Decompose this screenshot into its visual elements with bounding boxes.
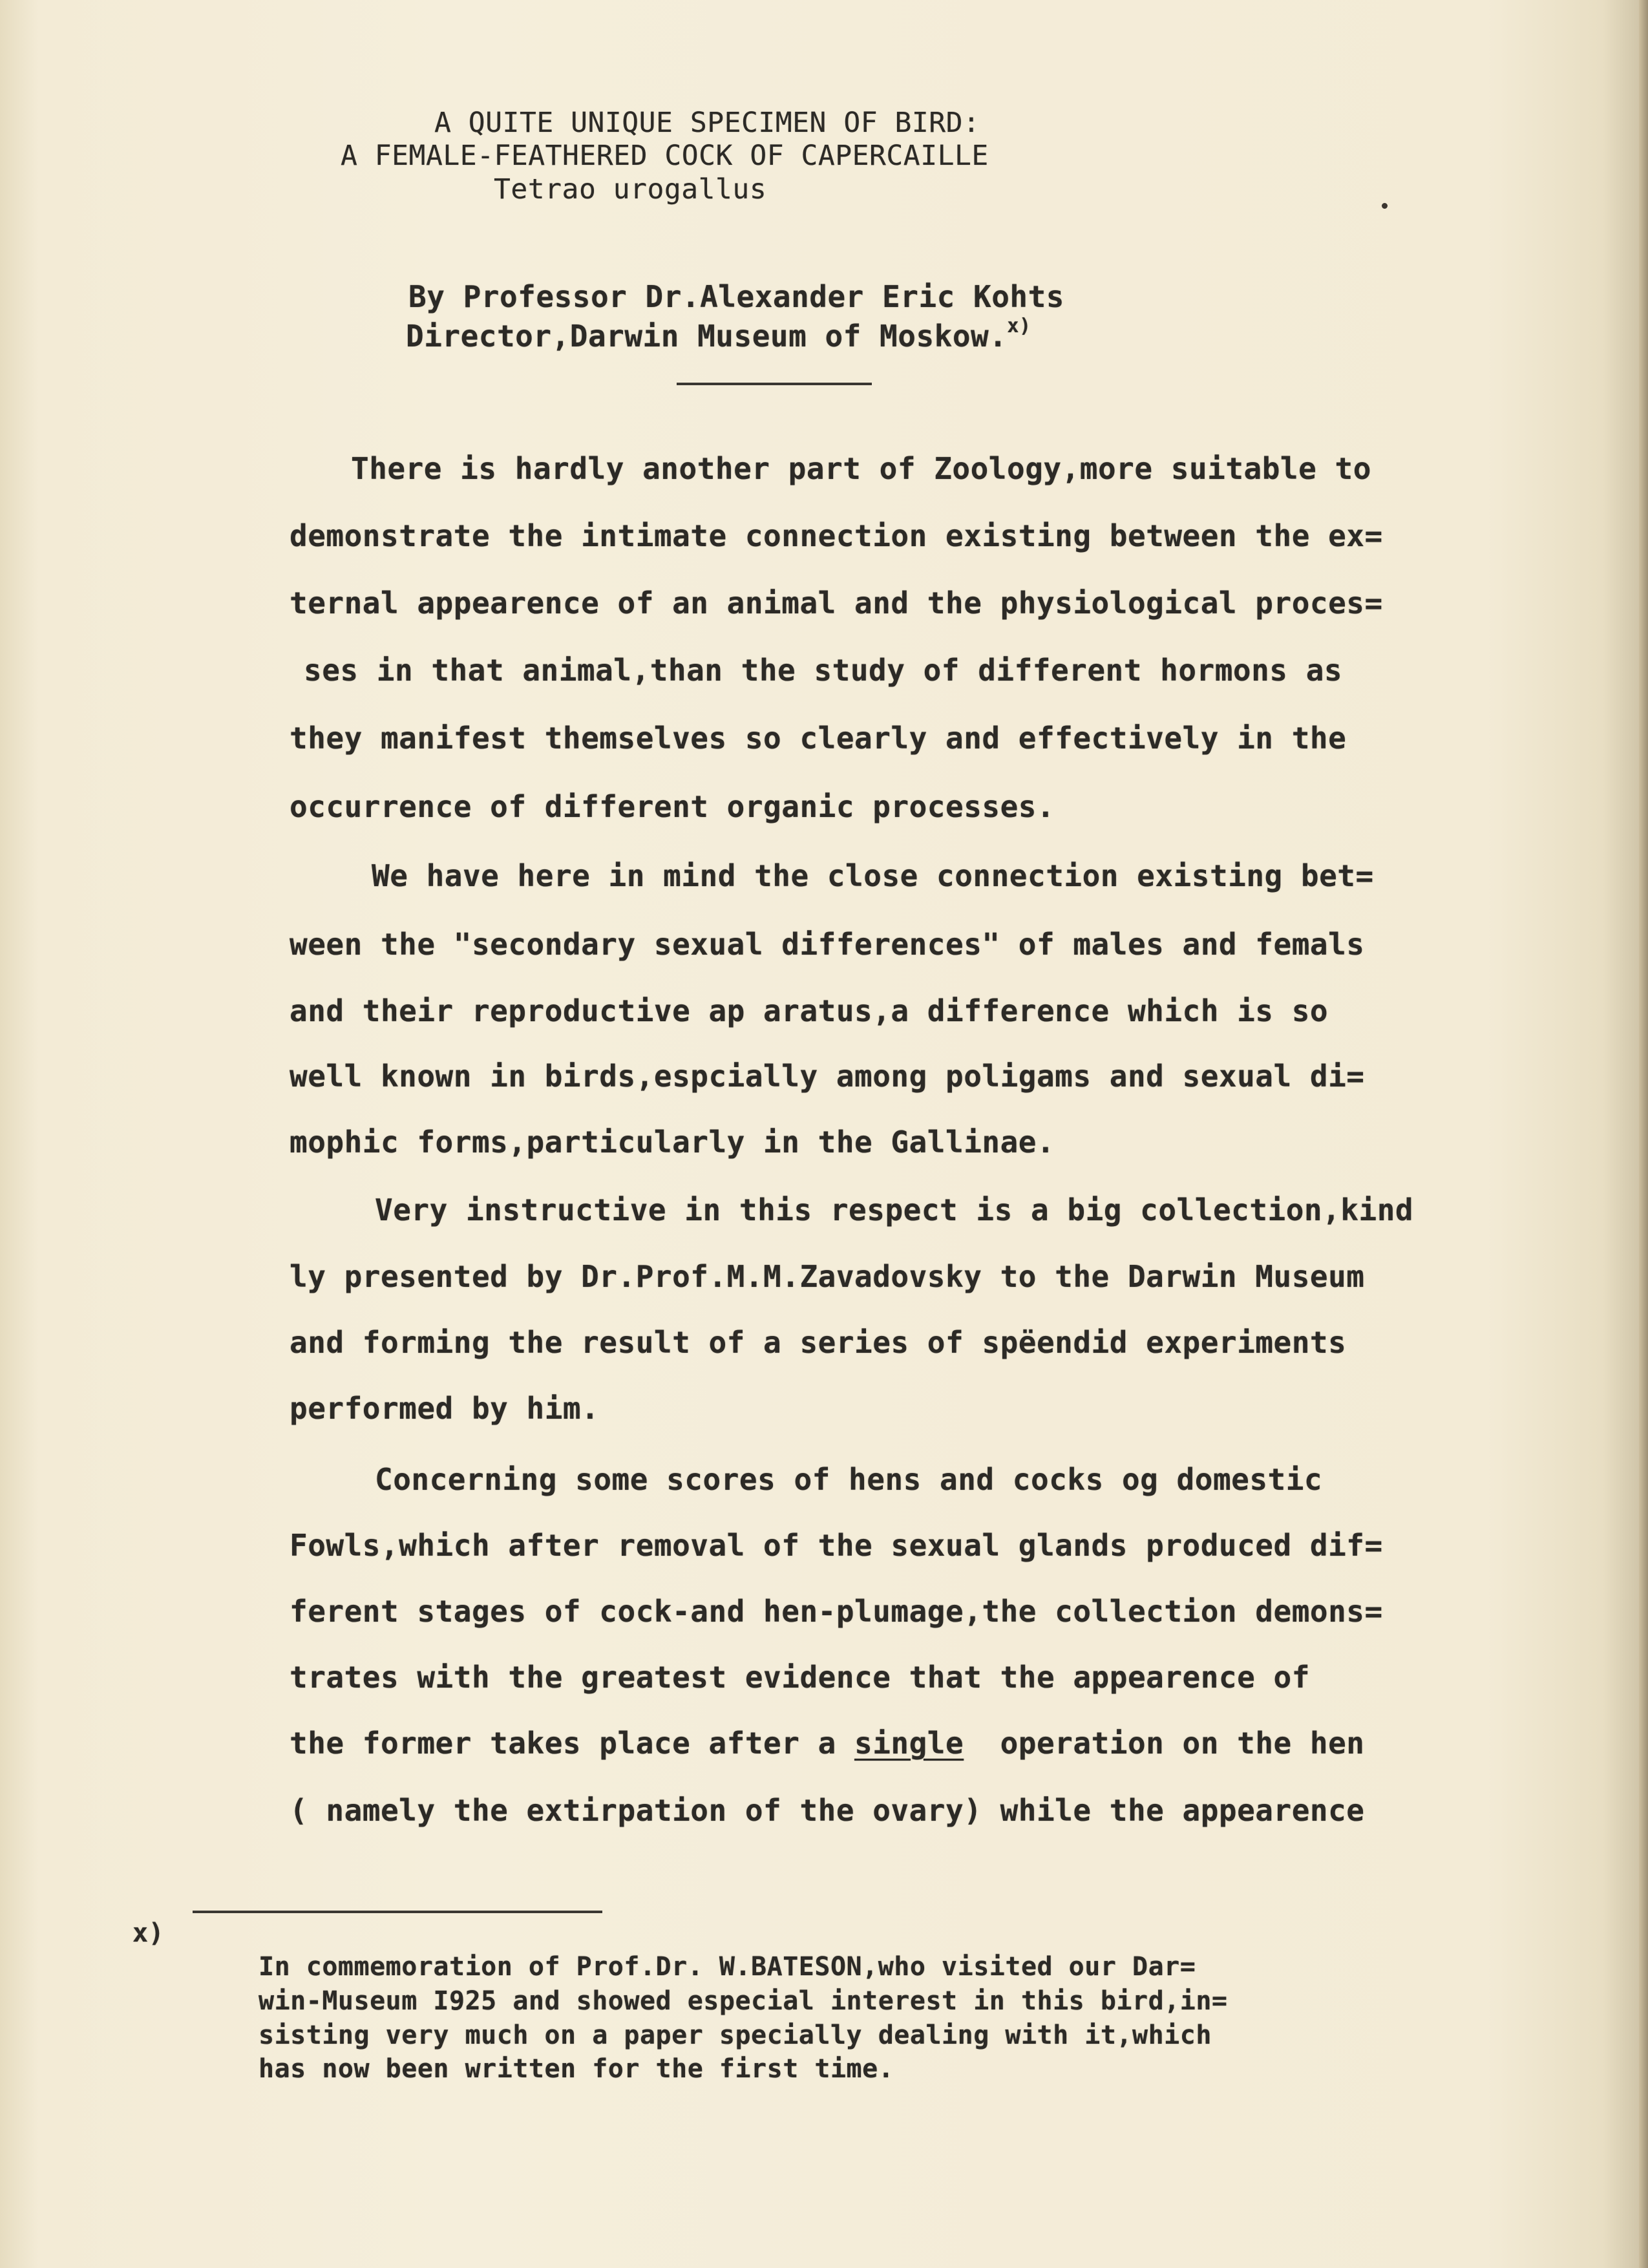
body-line-9: and their reproductive ap aratus,a difference which is so xyxy=(290,993,1329,1028)
title-line-1: A QUITE UNIQUE SPECIMEN OF BIRD: xyxy=(434,107,980,139)
body-line-19: trates with the greatest evidence that the appearence of xyxy=(290,1660,1310,1695)
body-line-11: mophic forms,particularly in the Gallinae. xyxy=(290,1125,1055,1160)
footnote-line-1: In commemoration of Prof.Dr. W.BATESON,who visited our Dar= xyxy=(259,1952,1196,1982)
body-line-3: ternal appearence of an animal and the physiological proces= xyxy=(290,586,1383,620)
body-line-14: and forming the result of a series of spëendid experiments xyxy=(290,1325,1347,1360)
ink-speck xyxy=(1382,203,1388,209)
affiliation-line xyxy=(406,315,1031,354)
body-line-20 xyxy=(290,1726,1364,1761)
body-line-17: Fowls,which after removal of the sexual glands produced dif= xyxy=(290,1528,1383,1563)
footnote-divider xyxy=(193,1911,602,1913)
title-line-2: A FEMALE-FEATHERED COCK OF CAPERCAILLE xyxy=(341,140,989,172)
title-divider xyxy=(677,383,872,385)
body-line-21: ( namely the extirpation of the ovary) while the appearence xyxy=(290,1793,1365,1828)
body-line-20-end: operation on the hen xyxy=(964,1726,1365,1761)
body-line-16: Concerning some scores of hens and cocks og domestic xyxy=(375,1462,1323,1497)
footnote-marker: x) xyxy=(132,1918,165,1948)
footnote-line-4: has now been written for the first time. xyxy=(259,2054,894,2084)
body-line-15: performed by him. xyxy=(290,1391,600,1426)
body-line-13: ly presented by Dr.Prof.M.M.Zavadovsky to the Darwin Museum xyxy=(290,1259,1365,1294)
page-edge-shadow xyxy=(1639,0,1648,2268)
body-line-12: Very instructive in this respect is a big collection,kind xyxy=(375,1192,1414,1227)
body-line-8: ween the "secondary sexual differences" of males and femals xyxy=(290,927,1365,962)
body-line-4: ses in that animal,than the study of different hormons as xyxy=(304,653,1343,688)
body-line-1: There is hardly another part of Zoology,more suitable to xyxy=(351,451,1371,486)
author-line: By Professor Dr.Alexander Eric Kohts xyxy=(408,279,1064,314)
body-line-7: We have here in mind the close connection existing bet= xyxy=(372,858,1374,893)
body-line-10: well known in birds,espcially among poligams and sexual di= xyxy=(290,1059,1365,1094)
body-line-20-start: the former takes place after a xyxy=(290,1726,855,1761)
affiliation-text: Director,Darwin Museum of Moskow. xyxy=(406,319,1008,354)
emphasis-single: single xyxy=(854,1726,964,1761)
footnote-line-3: sisting very much on a paper specially dealing with it,which xyxy=(259,2020,1212,2050)
footnote-line-2: win-Museum I925 and showed especial interest in this bird,in= xyxy=(259,1986,1228,2016)
body-line-2: demonstrate the intimate connection existing between the ex= xyxy=(290,518,1383,553)
affiliation-footnote-marker: x) xyxy=(1007,315,1031,337)
body-line-5: they manifest themselves so clearly and effectively in the xyxy=(290,721,1347,756)
title-line-3-species: Tetrao urogallus xyxy=(494,173,767,206)
body-line-18: ferent stages of cock-and hen-plumage,the collection demons= xyxy=(290,1594,1383,1629)
body-line-6: occurrence of different organic processes. xyxy=(290,789,1055,824)
